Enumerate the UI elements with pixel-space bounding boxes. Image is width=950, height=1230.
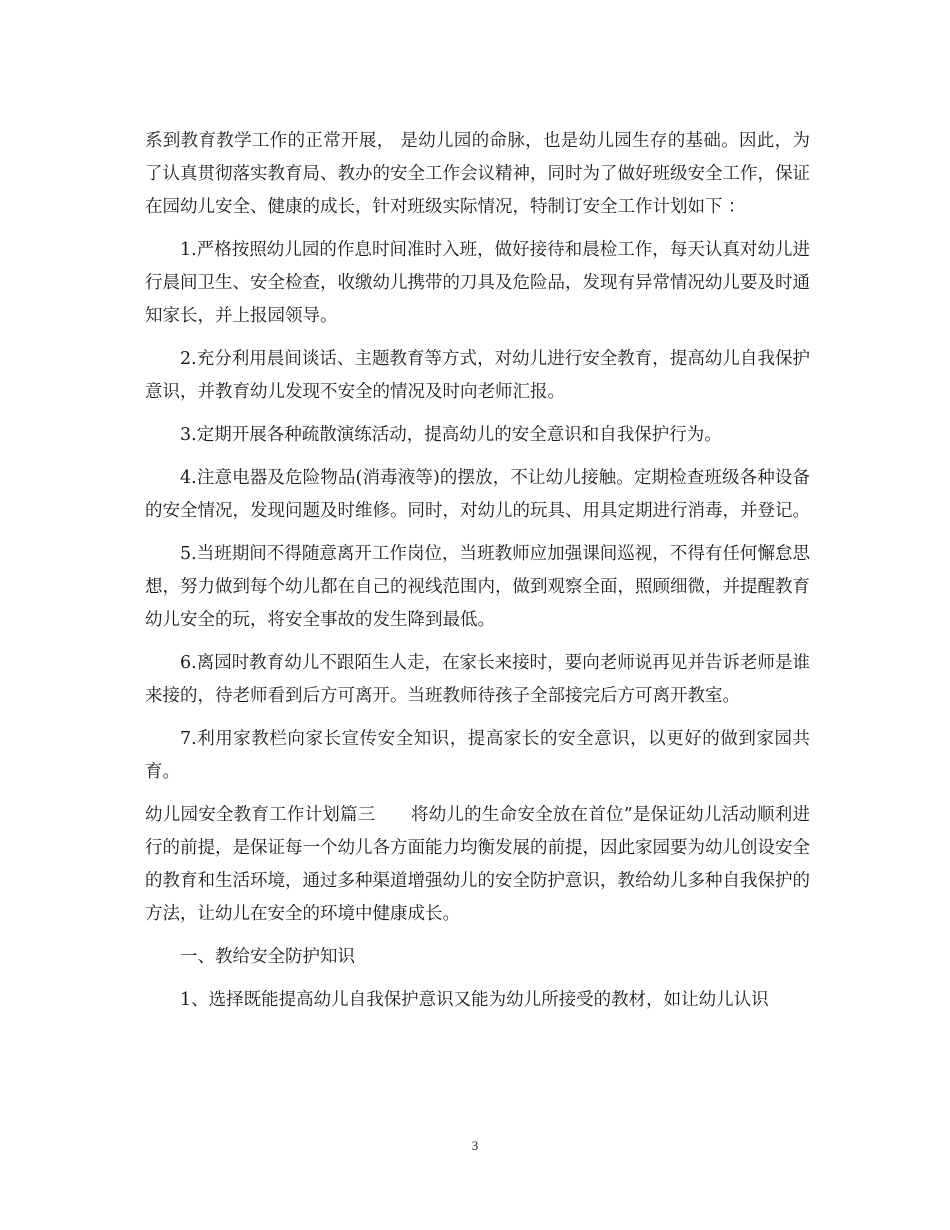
section-heading-one: 一、教给安全防护知识 — [180, 947, 355, 967]
page-number: 3 — [471, 1138, 479, 1153]
paragraph-item-5: 5.当班期间不得随意离开工作岗位，当班教师应加强课间巡视，不得有任何懈怠思想，努力做到每个幼儿都在自己的视线范围内，做到观察全面，照顾细微，并提醒教育幼儿安全的玩，将安全事故的发生降到最低。 — [145, 544, 810, 630]
paragraph-subitem-1: 1、选择既能提高幼儿自我保护意识又能为幼儿所接受的教材，如让幼儿认识 — [180, 990, 769, 1010]
paragraph-item-6: 6.离园时教育幼儿不跟陌生人走，在家长来接时，要向老师说再见并告诉老师是谁来接的，待老师看到后方可离开。当班教师待孩子全部接完后方可离开教室。 — [145, 653, 810, 706]
paragraph-item-4: 4.注意电器及危险物品(消毒液等)的摆放，不让幼儿接触。定期检查班级各种设备的安全情况，发现问题及时维修。同时，对幼儿的玩具、用具定期进行消毒，并登记。 — [145, 468, 810, 521]
paragraph-item-7: 7.利用家教栏向家长宣传安全知识，提高家长的安全意识，以更好的做到家园共育。 — [145, 729, 810, 782]
paragraph-section-three: 幼儿园安全教育工作计划篇三 将幼儿的生命安全放在首位”是保证幼儿活动顺利进行的前提，是保证每一个幼儿各方面能力均衡发展的前提，因此家园要为幼儿创设安全的教育和生活环境，通过多种渠道增强幼儿的安全防护意识，教给幼儿多种自我保护的方法，让幼儿在安全的环境中健康成长。 — [145, 805, 810, 924]
paragraph-intro: 系到教育教学工作的正常开展， 是幼儿园的命脉，也是幼儿园生存的基础。因此，为了认真贯彻落实教育局、教办的安全工作会议精神，同时为了做好班级安全工作，保证在园幼儿安全、健康的成长，针对班级实际情况，特制订安全工作计划如下 ： — [145, 131, 810, 217]
paragraph-item-3: 3.定期开展各种疏散演练活动，提高幼儿的安全意识和自我保护行为。 — [180, 425, 722, 445]
paragraph-item-1: 1.严格按照幼儿园的作息时间准时入班，做好接待和晨检工作，每天认真对幼儿进行晨间卫生、安全检查，收缴幼儿携带的刀具及危险品，发现有异常情况幼儿要及时通知家长，并上报园领导。 — [145, 240, 810, 326]
paragraph-item-2: 2.充分利用晨间谈话、主题教育等方式，对幼儿进行安全教育，提高幼儿自我保护意识，并教育幼儿发现不安全的情况及时向老师汇报。 — [145, 349, 810, 402]
document-body — [145, 125, 810, 1027]
